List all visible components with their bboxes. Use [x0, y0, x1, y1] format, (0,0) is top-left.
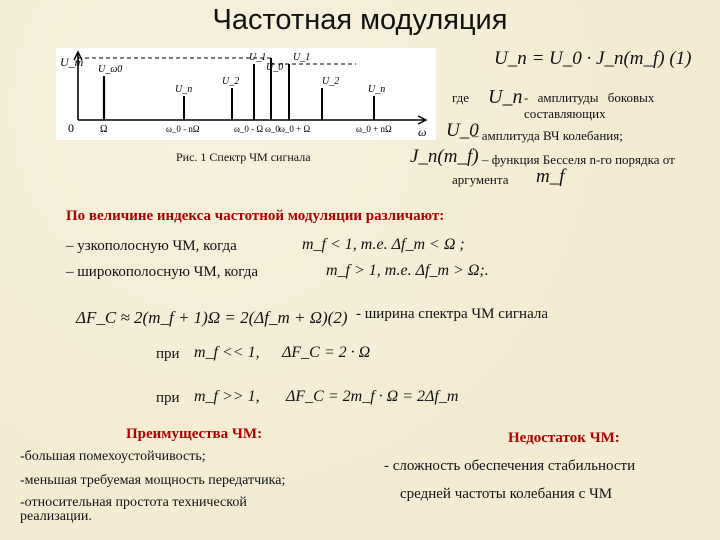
bandwidth-description: - ширина спектра ЧМ сигнала — [356, 306, 548, 322]
advantage-item: -большая помехоустойчивость; — [20, 449, 206, 464]
argument-word: аргумента — [452, 172, 509, 187]
un-description-2: составляющих — [524, 106, 606, 121]
bar-label: U_1 — [293, 52, 311, 63]
case2-condition: m_f >> 1, — [194, 388, 260, 405]
y-axis-label: U_m — [60, 55, 84, 69]
advantages-heading: Преимущества ЧМ: — [126, 426, 263, 442]
advantages-list — [20, 448, 370, 524]
bar-label: U_n — [368, 84, 386, 95]
figure-caption: Рис. 1 Спектр ЧМ сигнала — [176, 150, 311, 164]
bar-label: U_n — [175, 84, 193, 95]
case2-result: ΔF_C = 2m_f · Ω = 2Δf_m — [286, 388, 459, 405]
wideband-text: – широкополосную ЧМ, когда — [66, 264, 258, 280]
tick-label: ω_0 - Ω — [234, 124, 264, 134]
tick-label: Ω — [100, 124, 108, 135]
jn-symbol: J_n(m_f) — [410, 146, 479, 167]
classification-heading: По величине индекса частотной модуляции различают: — [66, 208, 445, 224]
mf-symbol: m_f — [536, 166, 565, 187]
case1-result: ΔF_C = 2 · Ω — [282, 344, 371, 361]
narrowband-text: – узкополосную ЧМ, когда — [66, 238, 237, 254]
case1-condition: m_f << 1, — [194, 344, 260, 361]
disadvantage-line1: - сложность обеспечения стабильности — [384, 458, 636, 474]
disadvantage-heading: Недостаток ЧМ: — [508, 430, 620, 446]
bar-label: U_0 — [266, 62, 284, 73]
disadvantage-line2: средней частоты колебания с ЧМ — [400, 486, 613, 502]
u0-symbol: U_0 — [446, 120, 479, 141]
bar-label: U_2 — [222, 76, 240, 87]
page-title: Частотная модуляция — [212, 4, 508, 36]
u0-description: – амплитуда ВЧ колебания; — [472, 128, 623, 143]
bar-label: U_2 — [322, 76, 340, 87]
spectrum-figure — [56, 48, 436, 140]
formula-1: U_n = U_0 · J_n(m_f) (1) — [494, 48, 692, 69]
advantage-item: -меньшая требуемая мощность передатчика; — [20, 473, 286, 488]
tick-label: ω_0 - nΩ — [166, 124, 200, 134]
tick-label: ω_0 + nΩ — [356, 124, 392, 134]
bandwidth-formula: ΔF_C ≈ 2(m_f + 1)Ω = 2(Δf_m + Ω)(2) — [76, 308, 348, 327]
where-word: где — [452, 90, 470, 105]
case2-prefix: при — [156, 390, 180, 406]
wideband-condition: m_f > 1, т.е. Δf_m > Ω;. — [326, 262, 489, 279]
un-symbol: U_n — [488, 86, 523, 108]
case1-prefix: при — [156, 346, 180, 362]
narrowband-condition: m_f < 1, т.е. Δf_m < Ω ; — [302, 236, 465, 253]
origin-label: 0 — [68, 121, 74, 135]
jn-description: – функция Бесселя n-го порядка от — [482, 152, 675, 167]
bar-label: U_1 — [249, 52, 267, 63]
advantage-item: -относительная простота технической реализации. — [20, 495, 247, 524]
tick-label: ω_0 + Ω — [279, 124, 311, 134]
bar-label: U_ω0 — [98, 64, 123, 75]
un-description-1: - амплитуды боковых — [524, 90, 655, 105]
x-axis-label: ω — [418, 125, 427, 139]
tick-label: ω_0 — [265, 124, 280, 134]
